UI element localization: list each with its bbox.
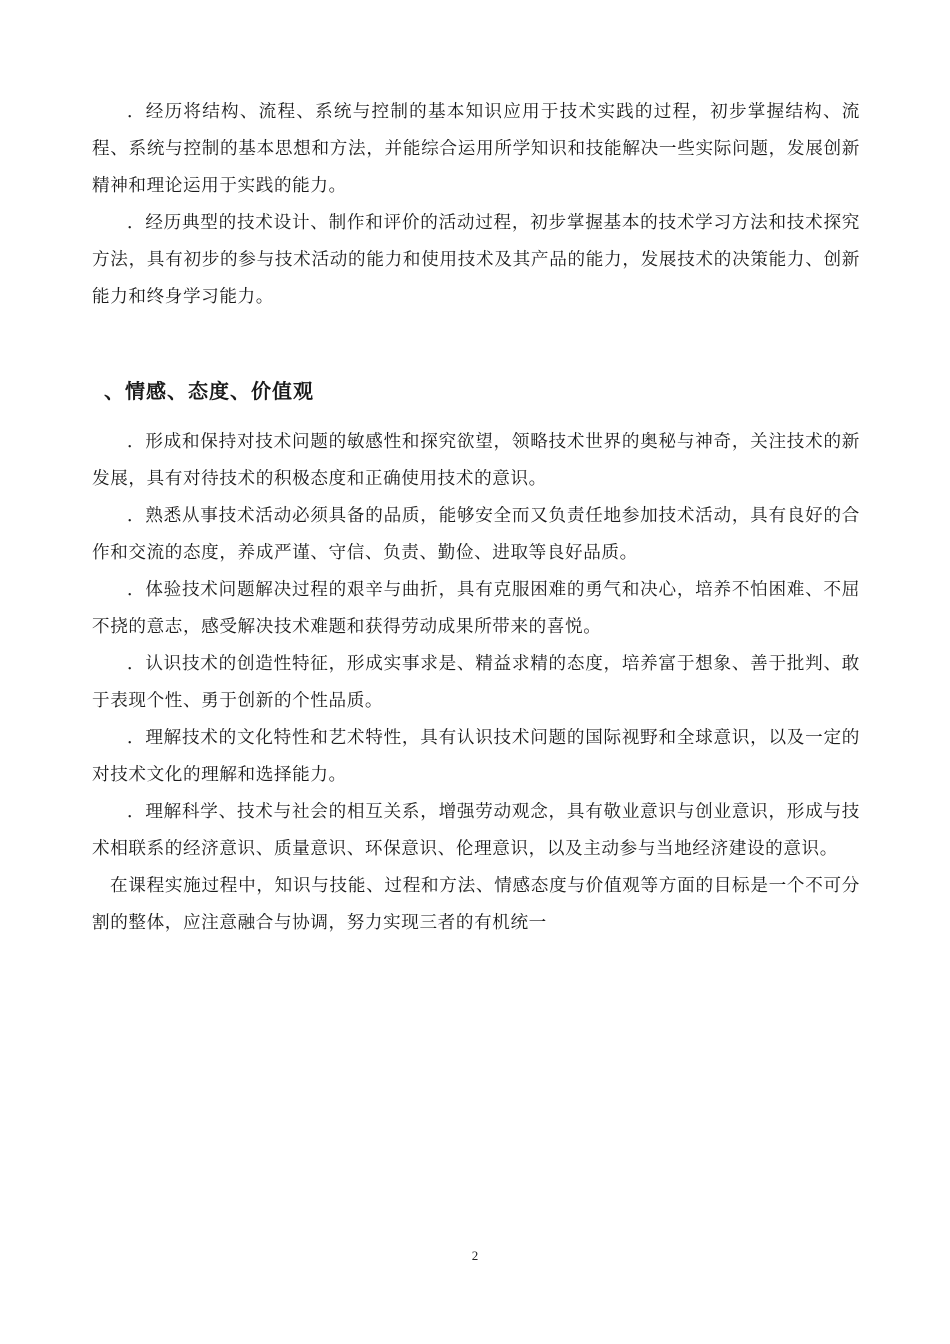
paragraph-science-society: ．理解科学、技术与社会的相互关系，增强劳动观念，具有敬业意识与创业意识，形成与技术相联系的经济意识、质量意识、环保意识、伦理意识，以及主动参与当地经济建设的意识。 — [92, 802, 860, 859]
paragraph-sensitivity: ．形成和保持对技术问题的敏感性和探究欲望，领略技术世界的奥秘与神奇，关注技术的新发展，具有对待技术的积极态度和正确使用技术的意识。 — [92, 432, 860, 489]
paragraph-hardship: ．体验技术问题解决过程的艰辛与曲折，具有克服困难的勇气和决心，培养不怕困难、不屈不挠的意志，感受解决技术难题和获得劳动成果所带来的喜悦。 — [92, 580, 860, 637]
section-process-methods — [92, 94, 860, 316]
paragraph-creativity: ．认识技术的创造性特征，形成实事求是、精益求精的态度，培养富于想象、善于批判、敢于表现个性、勇于创新的个性品质。 — [92, 654, 860, 711]
section-heading-emotion-attitude-values: 、情感、态度、价值观 — [104, 379, 314, 403]
paragraph-closing: 在课程实施过程中，知识与技能、过程和方法、情感态度与价值观等方面的目标是一个不可分割的整体，应注意融合与协调，努力实现三者的有机统一 — [92, 876, 860, 933]
paragraph-culture-art: ．理解技术的文化特性和艺术特性，具有认识技术问题的国际视野和全球意识，以及一定的对技术文化的理解和选择能力。 — [92, 728, 860, 785]
section-emotion-attitude-values — [92, 424, 860, 942]
paragraph-qualities: ．熟悉从事技术活动必须具备的品质，能够安全而又负责任地参加技术活动，具有良好的合作和交流的态度，养成严谨、守信、负责、勤俭、进取等良好品质。 — [92, 506, 860, 563]
page-number: 2 — [471, 1248, 479, 1263]
paragraph-structure-process-system: ．经历将结构、流程、系统与控制的基本知识应用于技术实践的过程，初步掌握结构、流程、系统与控制的基本思想和方法，并能综合运用所学知识和技能解决一些实际问题，发展创新精神和理论运用于实践的能力。 — [92, 102, 860, 196]
paragraph-technical-design: ．经历典型的技术设计、制作和评价的活动过程，初步掌握基本的技术学习方法和技术探究方法，具有初步的参与技术活动的能力和使用技术及其产品的能力，发展技术的决策能力、创新能力和终身学习能力。 — [92, 213, 860, 307]
